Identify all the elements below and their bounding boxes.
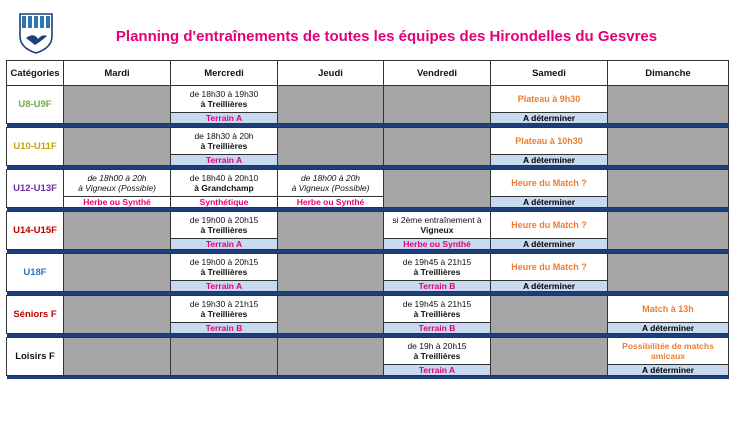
place: à Treillières — [200, 309, 248, 319]
terrain-label: Terrain B — [384, 323, 491, 334]
header-vendredi: Vendredi — [384, 61, 491, 86]
schedule-cell — [384, 296, 491, 323]
time: de 19h00 à 20h15 — [189, 215, 259, 225]
saturday-cell: Plateau à 9h30 — [491, 86, 608, 113]
schedule-cell — [171, 170, 278, 197]
time: de 19h30 à 21h15 — [189, 299, 259, 309]
empty-cell — [608, 86, 729, 124]
empty-cell — [384, 170, 491, 208]
empty-cell — [278, 254, 384, 292]
location-label: A déterminer — [491, 197, 608, 208]
place: à Grandchamp — [194, 183, 254, 193]
schedule-cell — [171, 128, 278, 155]
place: à Treillières — [200, 99, 248, 109]
row-u12 — [7, 170, 729, 197]
time: de 18h00 à 20h — [300, 173, 361, 183]
sunday-cell: Possibilitée de matchs amicaux — [608, 338, 729, 365]
schedule-cell — [171, 86, 278, 113]
row-u10 — [7, 128, 729, 155]
time: de 19h45 à 21h15 — [402, 299, 472, 309]
place: à Treillières — [413, 351, 461, 361]
empty-cell — [608, 212, 729, 250]
empty-cell — [64, 128, 171, 166]
row-loisirs — [7, 338, 729, 365]
schedule-cell — [171, 254, 278, 281]
category-label: U14-U15F — [7, 212, 64, 250]
empty-cell — [384, 86, 491, 124]
training-schedule-table — [6, 60, 729, 379]
time: de 19h à 20h15 — [407, 341, 467, 351]
empty-cell — [64, 296, 171, 334]
category-label: U18F — [7, 254, 64, 292]
time: si 2ème entraînement à — [392, 215, 482, 225]
time: de 18h40 à 20h10 — [189, 173, 259, 183]
category-label: U12-U13F — [7, 170, 64, 208]
schedule-cell — [171, 296, 278, 323]
place: à Treillières — [413, 309, 461, 319]
time: de 18h30 à 20h — [194, 131, 254, 141]
row-u18 — [7, 254, 729, 281]
empty-cell — [384, 128, 491, 166]
schedule-cell — [384, 212, 491, 239]
saturday-cell: Heure du Match ? — [491, 170, 608, 197]
place: à Treillières — [200, 141, 248, 151]
schedule-cell — [384, 254, 491, 281]
row-u8 — [7, 86, 729, 113]
schedule-cell — [171, 212, 278, 239]
saturday-cell: Heure du Match ? — [491, 254, 608, 281]
row-separator — [7, 376, 729, 380]
category-label: U10-U11F — [7, 128, 64, 166]
terrain-label: Herbe ou Synthé — [278, 197, 384, 208]
header-mardi: Mardi — [64, 61, 171, 86]
time: de 19h45 à 21h15 — [402, 257, 472, 267]
terrain-label: Terrain A — [171, 113, 278, 124]
page-title: Planning d'entraînements de toutes les équipes des Hirondelles du Gesvres — [115, 28, 658, 45]
category-label: U8-U9F — [7, 86, 64, 124]
terrain-label: Terrain A — [171, 155, 278, 166]
header-samedi: Samedi — [491, 61, 608, 86]
schedule-cell — [278, 170, 384, 197]
header-mercredi: Mercredi — [171, 61, 278, 86]
header-jeudi: Jeudi — [278, 61, 384, 86]
location-label: A déterminer — [491, 281, 608, 292]
empty-cell — [491, 296, 608, 334]
empty-cell — [608, 254, 729, 292]
place: Vigneux — [420, 225, 454, 235]
terrain-label: Terrain A — [171, 239, 278, 250]
category-label: Séniors F — [7, 296, 64, 334]
header-dimanche: Dimanche — [608, 61, 729, 86]
terrain-label: Herbe ou Synthé — [64, 197, 171, 208]
terrain-label: Terrain A — [171, 281, 278, 292]
location-label: A déterminer — [491, 155, 608, 166]
empty-cell — [171, 338, 278, 376]
empty-cell — [608, 170, 729, 208]
empty-cell — [64, 254, 171, 292]
empty-cell — [278, 86, 384, 124]
header-row — [7, 61, 729, 86]
terrain-label: Terrain B — [384, 281, 491, 292]
place: à Treillières — [200, 225, 248, 235]
saturday-cell: Heure du Match ? — [491, 212, 608, 239]
place: à Vigneux (Possible) — [78, 183, 156, 193]
empty-cell — [278, 296, 384, 334]
schedule-cell — [64, 170, 171, 197]
terrain-label: Terrain A — [384, 365, 491, 376]
empty-cell — [278, 338, 384, 376]
place: à Treillières — [413, 267, 461, 277]
saturday-cell: Plateau à 10h30 — [491, 128, 608, 155]
location-label: A déterminer — [491, 239, 608, 250]
place: à Treillières — [200, 267, 248, 277]
header-categories: Catégories — [7, 61, 64, 86]
empty-cell — [278, 212, 384, 250]
terrain-label: Herbe ou Synthé — [384, 239, 491, 250]
empty-cell — [608, 128, 729, 166]
terrain-label: Synthétique — [171, 197, 278, 208]
empty-cell — [64, 212, 171, 250]
location-label: A déterminer — [608, 323, 729, 334]
location-label: A déterminer — [491, 113, 608, 124]
empty-cell — [491, 338, 608, 376]
sunday-cell: Match à 13h — [608, 296, 729, 323]
time: de 18h30 à 19h30 — [189, 89, 259, 99]
location-label: A déterminer — [608, 365, 729, 376]
time: de 18h00 à 20h — [87, 173, 147, 183]
place: à Vigneux (Possible) — [291, 183, 370, 193]
category-label: Loisirs F — [7, 338, 64, 376]
row-u14 — [7, 212, 729, 239]
empty-cell — [64, 338, 171, 376]
row-seniors — [7, 296, 729, 323]
empty-cell — [278, 128, 384, 166]
terrain-label: Terrain B — [171, 323, 278, 334]
schedule-cell — [384, 338, 491, 365]
time: de 19h00 à 20h15 — [189, 257, 259, 267]
empty-cell — [64, 86, 171, 124]
